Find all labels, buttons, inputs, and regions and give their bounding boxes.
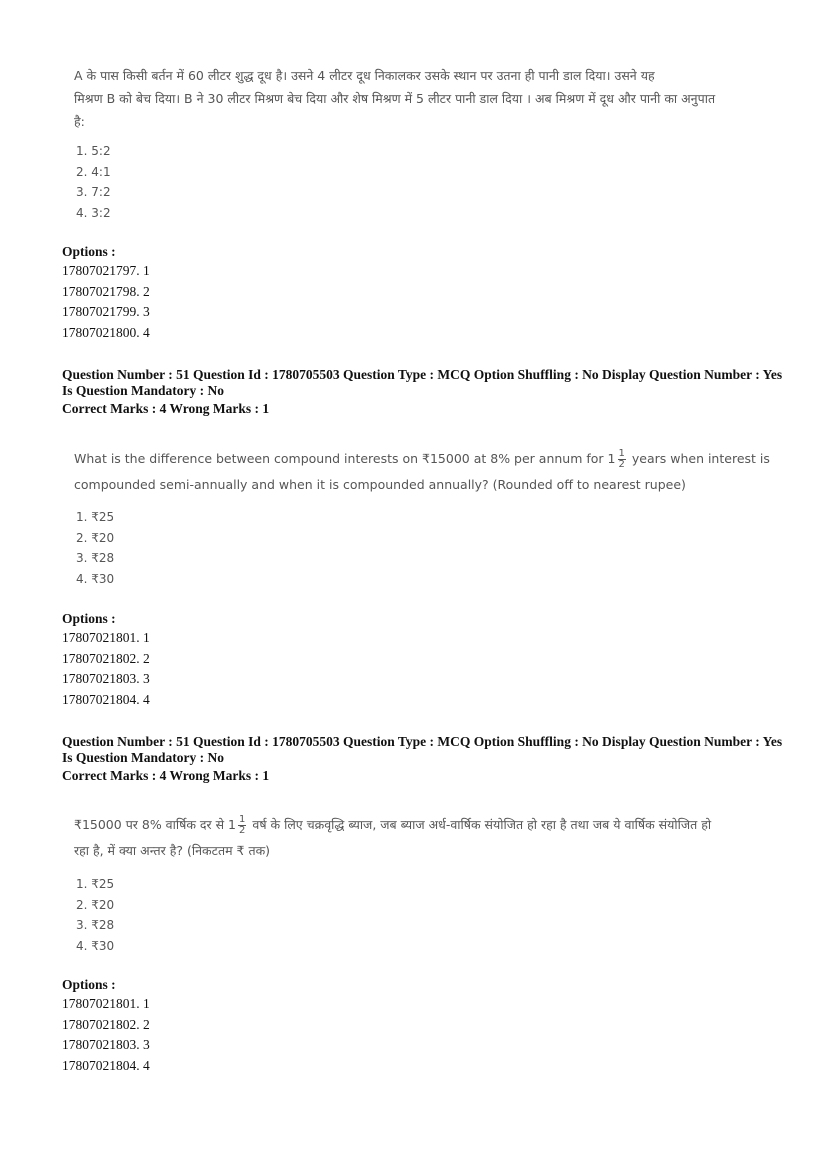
option-id-item: 17807021804. 4: [62, 691, 150, 707]
option-id-item: 17807021803. 3: [62, 1037, 150, 1052]
question-text-part: years when interest is: [631, 451, 770, 466]
question-text-line: A के पास किसी बर्तन में 60 लीटर शुद्ध दूध है। उसने 4 लीटर दूध निकालकर उसके स्थान पर उतना ही पानी डाल दिया। उसने यह: [74, 68, 655, 83]
question-meta: [62, 734, 792, 784]
question-text-part: ₹15000 पर 8% वार्षिक दर से 1: [74, 817, 237, 832]
choice-item: 4. ₹30: [76, 938, 115, 953]
option-id-list: [62, 628, 150, 710]
option-id-item: 17807021799. 3: [62, 304, 150, 319]
choice-item: 2. ₹20: [76, 897, 115, 912]
option-id-item: 17807021804. 4: [62, 1057, 150, 1073]
question-text-line: [74, 446, 794, 472]
choice-item: 1. 5:2: [76, 144, 111, 158]
answer-choices: [76, 874, 114, 956]
options-heading: Options :: [62, 244, 116, 259]
choice-item: 3. ₹28: [76, 918, 115, 932]
question-meta: [62, 367, 792, 417]
question-text: [74, 812, 794, 864]
option-id-item: 17807021802. 2: [62, 650, 150, 666]
choice-item: 1. ₹25: [76, 877, 115, 891]
question-text: [74, 446, 794, 498]
option-id-list: [62, 994, 150, 1076]
meta-line: Is Question Mandatory : No: [62, 750, 225, 765]
choice-item: 4. 3:2: [76, 205, 111, 220]
option-id-item: 17807021801. 1: [62, 996, 150, 1011]
option-id-item: 17807021803. 3: [62, 671, 150, 686]
meta-line: Correct Marks : 4 Wrong Marks : 1: [62, 401, 270, 416]
option-id-item: 17807021798. 2: [62, 283, 150, 299]
fraction-numerator: 1: [618, 448, 625, 459]
fraction: [238, 815, 246, 836]
question-text: [74, 64, 794, 133]
meta-line: Question Number : 51 Question Id : 1780705503 Question Type : MCQ Option Shuffling : No Display Question Number : Yes: [62, 367, 783, 382]
option-id-list: [62, 261, 150, 343]
option-id-item: 17807021801. 1: [62, 630, 150, 645]
answer-choices: [76, 507, 114, 589]
meta-line: Question Number : 51 Question Id : 1780705503 Question Type : MCQ Option Shuffling : No Display Question Number : Yes: [62, 734, 783, 749]
question-text-part: वर्ष के लिए चक्रवृद्धि ब्याज, जब ब्याज अर्ध-वार्षिक संयोजित हो रहा है तथा जब ये वार्षिक संयोजित हो: [252, 817, 712, 832]
question-text-line: मिश्रण B को बेच दिया। B ने 30 लीटर मिश्रण बेच दिया और शेष मिश्रण में 5 लीटर पानी डाल दिया । अब मिश्रण में दूध और पानी का अनुपात: [74, 91, 716, 106]
fraction: [618, 449, 626, 470]
question-text-line: [74, 812, 794, 838]
choice-item: 2. ₹20: [76, 530, 115, 545]
choice-item: 3. 7:2: [76, 185, 111, 199]
meta-line: Correct Marks : 4 Wrong Marks : 1: [62, 768, 270, 783]
question-text-line: रहा है, में क्या अन्तर है? (निकटतम ₹ तक): [74, 843, 271, 858]
fraction-numerator: 1: [239, 814, 246, 825]
choice-item: 4. ₹30: [76, 571, 115, 586]
question-text-line: compounded semi-annually and when it is compounded annually? (Rounded off to nearest rupee): [74, 477, 686, 492]
answer-choices: [76, 141, 111, 223]
meta-line: Is Question Mandatory : No: [62, 383, 225, 398]
option-id-item: 17807021800. 4: [62, 324, 150, 340]
choice-item: 3. ₹28: [76, 551, 115, 565]
choice-item: 2. 4:1: [76, 164, 111, 179]
options-heading: Options :: [62, 611, 116, 626]
fraction-denominator: 2: [239, 825, 246, 836]
question-text-part: What is the difference between compound interests on ₹15000 at 8% per annum for 1: [74, 451, 616, 466]
options-heading: Options :: [62, 977, 116, 992]
choice-item: 1. ₹25: [76, 510, 115, 524]
option-id-item: 17807021797. 1: [62, 263, 150, 278]
fraction-denominator: 2: [618, 459, 625, 470]
option-id-item: 17807021802. 2: [62, 1016, 150, 1032]
question-text-line: है:: [74, 114, 85, 129]
